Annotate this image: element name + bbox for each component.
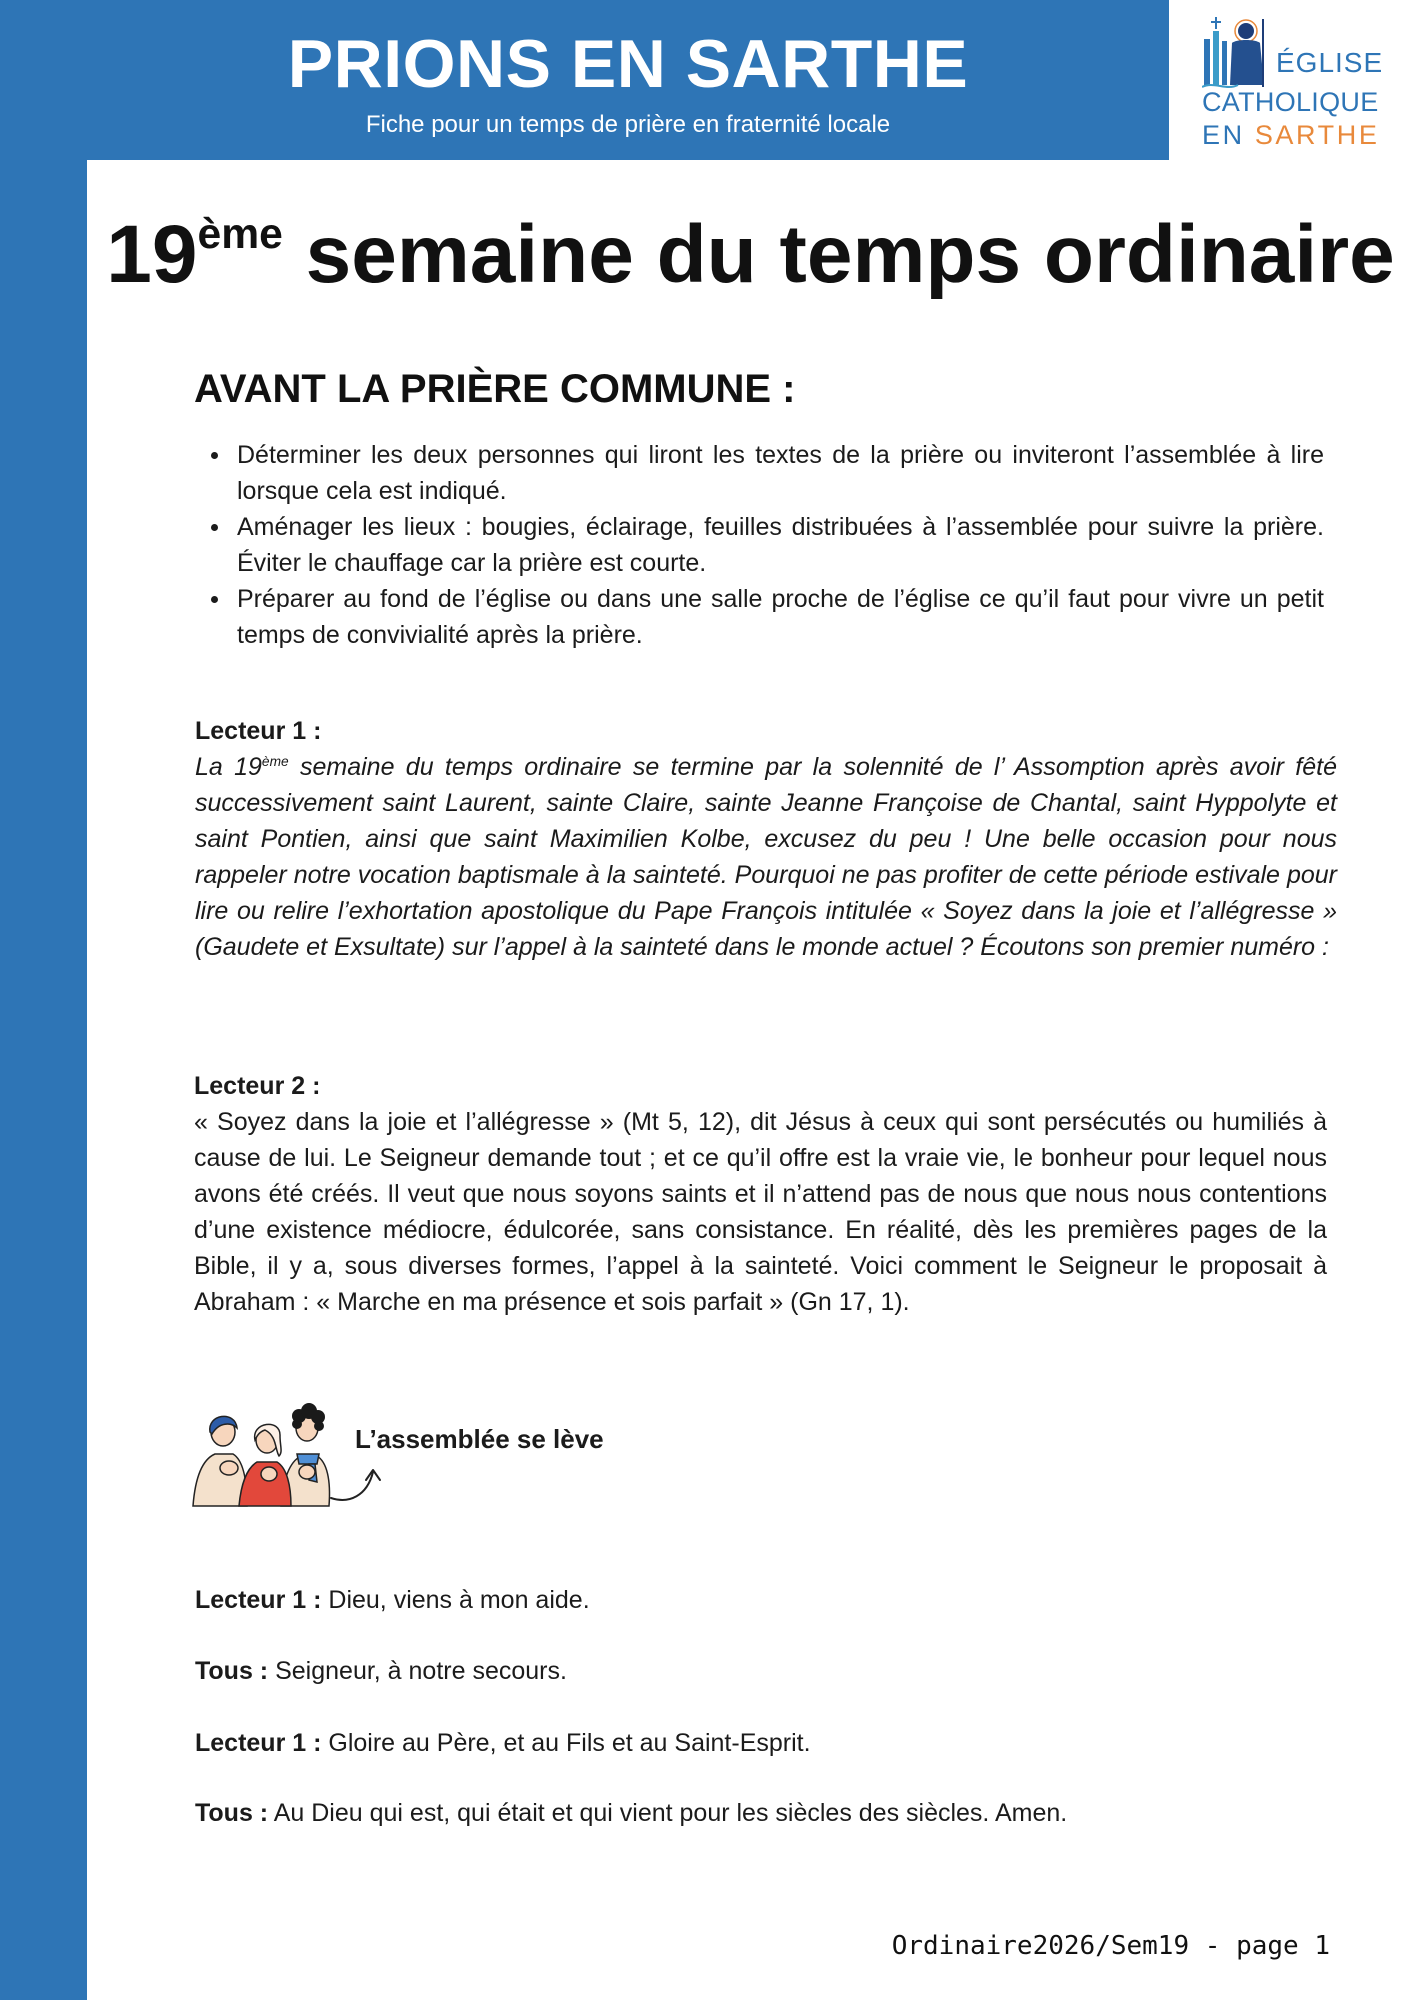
person-middle [239, 1424, 291, 1506]
dialogue-line [195, 1653, 567, 1689]
dialogue-line [195, 1582, 590, 1618]
speaker-label: Lecteur 2 : [194, 1072, 321, 1100]
lecteur1-intro-block [195, 713, 1337, 965]
week-title-text: semaine du temps ordinaire [305, 209, 1395, 300]
preparation-item: Préparer au fond de l’église ou dans une salle proche de l’église ce qu’il faut pour vivre un petit temps de convivialité après la prière. [194, 581, 1324, 653]
intro-paragraph [195, 749, 1337, 965]
logo-text-en-sarthe [1202, 118, 1379, 152]
preparation-item: Déterminer les deux personnes qui liront les textes de la prière ou inviteront l’assemblée à lire lorsque cela est indiqué. [194, 437, 1324, 509]
logo-text-sarthe: SARTHE [1254, 120, 1380, 150]
dialogue-text: Au Dieu qui est, qui était et qui vient pour les siècles des siècles. Amen. [273, 1799, 1068, 1827]
diocese-logo [1195, 10, 1395, 155]
speaker-label: Tous : [195, 1657, 269, 1685]
dialogue-text: Seigneur, à notre secours. [275, 1657, 567, 1685]
page-footer-reference: Ordinaire2026/Sem19 - page 1 [891, 1931, 1330, 1961]
reading-paragraph: « Soyez dans la joie et l’allégresse » (Mt 5, 12), dit Jésus à ceux qui sont persécutés ou humiliés à cause de lui. Le Seigneur demande tout ; et ce qu’il offre est la vraie vie, le bonheur pour lequel nous avons été créés. Il veut que nous soyons saints et il n’attend pas de nous que nous nous contentions d’une existence médiocre, édulcorée, sans consistance. En réalité, dès les premières pages de la Bible, il y a, sous diverses formes, l’appel à la sainteté. Voici comment le Seigneur le proposait à Abraham : « Marche en ma présence et sois parfait » (Gn 17, 1). [194, 1108, 1327, 1316]
header-text [87, 0, 1169, 160]
dialogue-line [195, 1725, 811, 1761]
dialogue-text: Gloire au Père, et au Fils et au Saint-Esprit. [328, 1729, 811, 1757]
logo-text-en: EN [1202, 120, 1245, 150]
church-saint-logo-icon [1202, 15, 1270, 89]
intro-text-rest: semaine du temps ordinaire se termine par la solennité de l’ Assomption après avoir fêté successivement saint Laurent, sainte Claire, sainte Jeanne Françoise de Chantal, saint Hyppolyte et saint Pontien, ainsi que saint Maximilien Kolbe, excusez du peu ! Une belle occasion pour nous rappeler notre vocation baptismale à la sainteté. Pourquoi ne pas profiter de cette période estivale pour lire ou relire l’exhortation apostolique du Pape François intitulée « Soyez dans la joie et l’allégresse » (Gaudete et Exsultate) sur l’appel à la sainteté dans le monde actuel ? Écoutons son premier numéro : [195, 753, 1337, 961]
dialogue-line [195, 1795, 1067, 1831]
week-number: 19 [106, 209, 198, 300]
assembly-stands-label: L’assemblée se lève [355, 1424, 604, 1454]
intro-ordinal-suffix: ème [261, 754, 289, 770]
speaker-label: Lecteur 1 : [195, 1586, 322, 1614]
preparation-item: Aménager les lieux : bougies, éclairage, feuilles distribuées à l’assemblée pour suivre la prière. Éviter le chauffage car la prière est courte. [194, 509, 1324, 581]
curved-arrow-icon [331, 1470, 380, 1500]
logo-text-catholique: CATHOLIQUE [1202, 87, 1379, 117]
left-accent-bar [0, 0, 87, 2000]
lecteur2-reading-block [194, 1068, 1327, 1320]
dialogue-text: Dieu, viens à mon aide. [328, 1586, 590, 1614]
week-heading [87, 205, 1414, 305]
speaker-label: Lecteur 1 : [195, 1729, 322, 1757]
page-title: PRIONS EN SARTHE [287, 26, 969, 102]
person-left [193, 1416, 247, 1506]
preparation-list [194, 437, 1324, 653]
page-subtitle: Fiche pour un temps de prière en fraternité locale [365, 111, 891, 138]
preparation-heading: AVANT LA PRIÈRE COMMUNE : [194, 367, 796, 411]
speaker-label: Lecteur 1 : [195, 717, 322, 745]
intro-text-start: La 19 [195, 753, 262, 781]
logo-text-eglise: ÉGLISE [1276, 47, 1384, 78]
week-ordinal-suffix: ème [197, 209, 283, 258]
speaker-label: Tous : [195, 1799, 269, 1827]
